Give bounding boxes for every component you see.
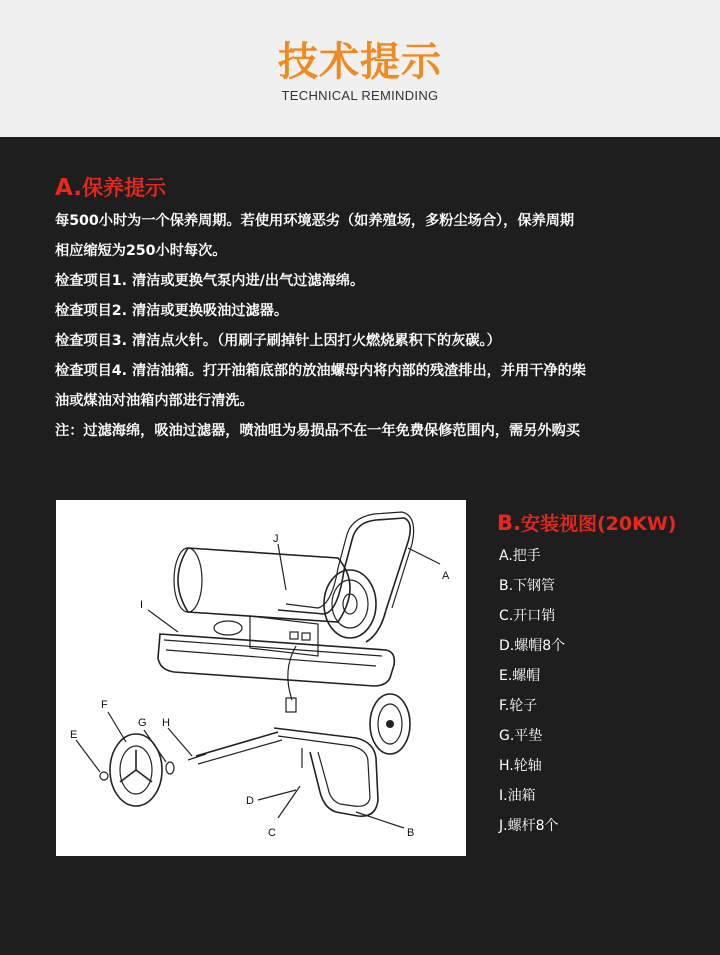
maintenance-line: 每500小时为一个保养周期。若使用环境恶劣（如养殖场，多粉尘场合），保养周期 — [55, 213, 575, 229]
leader-c — [278, 786, 300, 818]
fan-hub-shape — [343, 594, 357, 614]
leader-e — [76, 740, 100, 772]
header-banner — [0, 0, 720, 137]
part-item: B.下钢管 — [499, 578, 556, 594]
leader-a — [408, 548, 440, 564]
section-a-letter: A. — [55, 175, 82, 201]
page-title: 技术提示 — [278, 39, 442, 85]
section-b-heading — [497, 509, 676, 536]
leader-i — [148, 610, 178, 632]
part-item: G.平垫 — [499, 728, 543, 744]
maintenance-line: 相应缩短为250小时每次。 — [55, 243, 227, 259]
callout-c: C — [268, 827, 276, 839]
power-cord-shape — [288, 646, 296, 700]
maintenance-line: 油或煤油对油箱内部进行清洗。 — [55, 393, 254, 409]
lower-tube-shape — [274, 728, 378, 816]
callout-g: G — [138, 717, 147, 729]
leader-b — [356, 812, 404, 828]
left-wheel-spokes — [120, 750, 152, 782]
parts-list — [499, 541, 565, 841]
part-item: C.开口销 — [499, 608, 556, 624]
maintenance-line: 检查项目1. 清洁或更换气泵内进/出气过滤海绵。 — [55, 273, 365, 289]
right-wheel-hub — [386, 720, 394, 728]
maintenance-line: 检查项目2. 清洁或更换吸油过滤器。 — [55, 303, 289, 319]
maintenance-line: 检查项目3. 清洁点火针。（用刷子刷掉针上因打火燃烧累积下的灰碳。） — [55, 333, 501, 349]
plug-shape — [286, 698, 296, 712]
leader-f — [108, 712, 126, 742]
installation-diagram — [56, 500, 466, 856]
handle-shape — [278, 518, 410, 642]
lower-tube-inner — [278, 736, 370, 806]
part-item: I.油箱 — [499, 788, 536, 804]
callout-e: E — [70, 729, 78, 741]
part-item: E.螺帽 — [499, 668, 541, 684]
leader-h — [168, 728, 192, 756]
part-item: D.螺帽8个 — [499, 638, 566, 654]
maintenance-text — [55, 206, 695, 446]
heater-assembly-drawing — [56, 500, 466, 856]
switch-shape — [302, 633, 310, 640]
washer-g-shape — [166, 762, 174, 774]
callout-f: F — [101, 699, 108, 711]
part-item: J.螺杆8个 — [499, 818, 559, 834]
tank-cap-shape — [214, 621, 242, 635]
callout-b: B — [407, 827, 415, 839]
leader-g — [144, 730, 166, 762]
section-a-heading — [55, 172, 166, 202]
callout-d: D — [246, 795, 254, 807]
tank-rim-line — [166, 650, 376, 666]
leader-j — [278, 544, 286, 590]
section-b-title: 安装视图(20KW) — [520, 513, 677, 535]
maintenance-line: 检查项目4. 清洁油箱。打开油箱底部的放油螺母内将内部的残渣排出，并用干净的柴 — [55, 363, 586, 379]
leader-d — [258, 790, 296, 800]
part-item: A.把手 — [499, 548, 541, 564]
section-a-title: 保养提示 — [81, 176, 166, 200]
page-subtitle: TECHNICAL REMINDING — [281, 88, 439, 103]
callout-a: A — [442, 570, 450, 582]
part-item: H.轮轴 — [499, 758, 542, 774]
part-item: F.轮子 — [499, 698, 538, 714]
callout-i: I — [140, 599, 144, 611]
maintenance-note: 注：过滤海绵，吸油过滤器，喷油咀为易损品不在一年免费保修范围内，需另外购买 — [55, 423, 580, 439]
callout-h: H — [162, 717, 170, 729]
section-b-letter: B. — [497, 511, 521, 535]
nut-e-shape — [100, 772, 108, 780]
switch-shape — [290, 632, 298, 639]
callout-j: J — [273, 533, 279, 545]
